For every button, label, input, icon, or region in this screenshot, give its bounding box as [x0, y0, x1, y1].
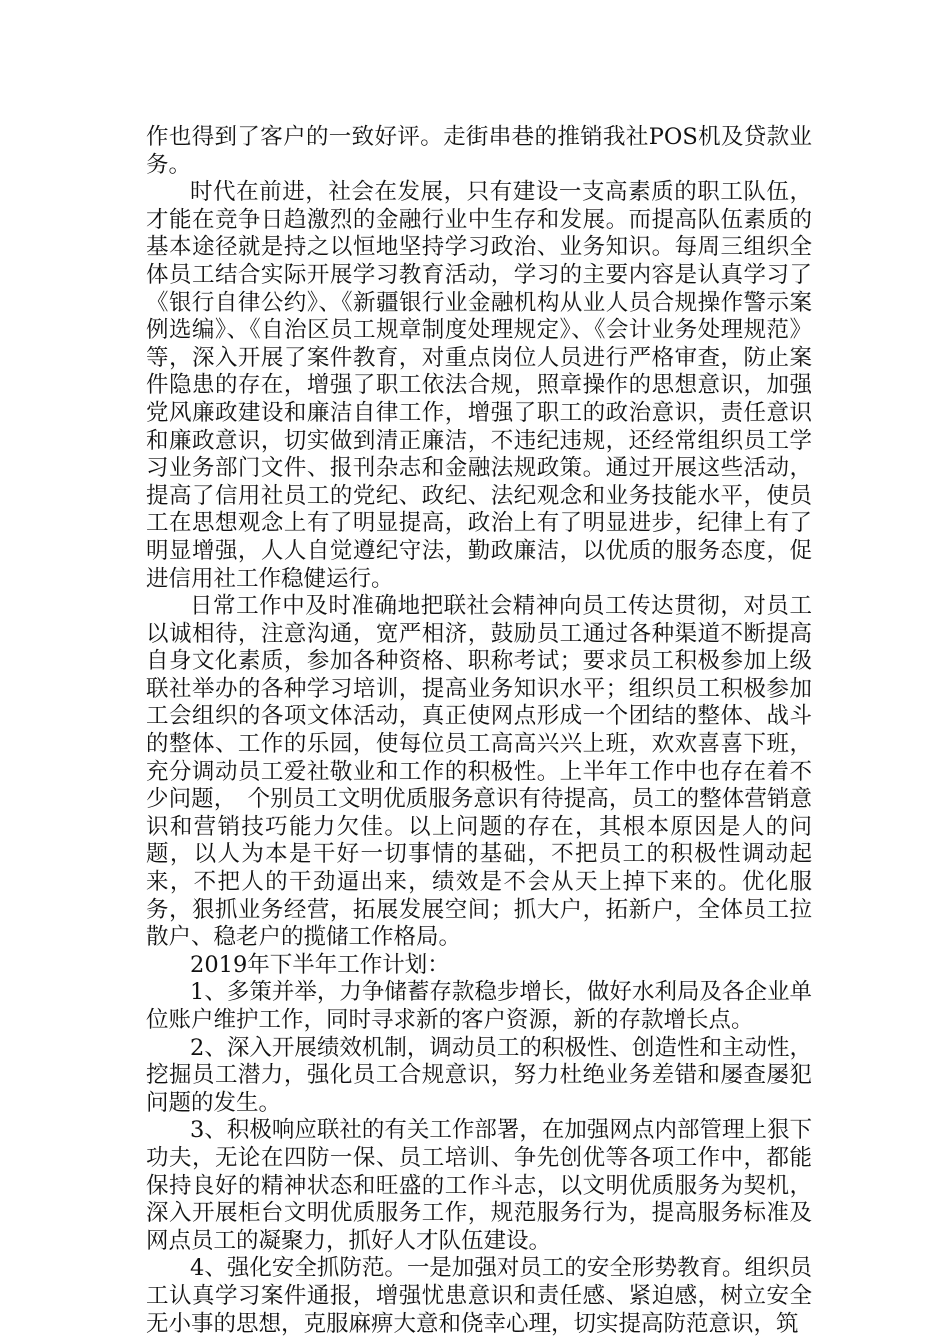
plan-item-2: 2、深入开展绩效机制，调动员工的积极性、创造性和主动性，挖掘员工潜力，强化员工合规意识，努力杜绝业务差错和屡查屡犯问题的发生。 [146, 1034, 812, 1116]
paragraph-continuation: 作也得到了客户的一致好评。走街串巷的推销我社POS机及贷款业务。 [146, 124, 812, 178]
plan-item-3: 3、积极响应联社的有关工作部署，在加强网点内部管理上狠下功夫，无论在四防一保、员工培训、争先创优等各项工作中，都能保持良好的精神状态和旺盛的工作斗志，以文明优质服务为契机，深入开展柜台文明优质服务工作，规范服务行为，提高服务标准及网点员工的凝聚力，抓好人才队伍建设。 [146, 1117, 812, 1254]
paragraph-team-building: 时代在前进，社会在发展，只有建设一支高素质的职工队伍，才能在竞争日趋激烈的金融行业中生存和发展。而提高队伍素质的基本途径就是持之以恒地坚持学习政治、业务知识。每周三组织全体员工结合实际开展学习教育活动，学习的主要内容是认真学习了《银行自律公约》、《新疆银行业金融机构从业人员合规操作警示案例选编》、《自治区员工规章制度处理规定》、《会计业务处理规范》等，深入开展了案件教育，对重点岗位人员进行严格审查，防止案件隐患的存在，增强了职工依法合规，照章操作的思想意识，加强党风廉政建设和廉洁自律工作，增强了职工的政治意识，责任意识和廉政意识，切实做到清正廉洁，不违纪违规，还经常组织员工学习业务部门文件、报刊杂志和金融法规政策。通过开展这些活动，提高了信用社员工的党纪、政纪、法纪观念和业务技能水平，使员工在思想观念上有了明显提高，政治上有了明显进步，纪律上有了明显增强，人人自觉遵纪守法，勤政廉洁，以优质的服务态度，促进信用社工作稳健运行。 [146, 179, 812, 592]
plan-item-1: 1、多策并举，力争储蓄存款稳步增长，做好水利局及各企业单位账户维护工作，同时寻求新的客户资源，新的存款增长点。 [146, 979, 812, 1033]
section-heading-plan: 2019年下半年工作计划： [190, 951, 450, 978]
paragraph-daily-work: 日常工作中及时准确地把联社会精神向员工传达贯彻，对员工以诚相待，注意沟通，宽严相济，鼓励员工通过各种渠道不断提高自身文化素质，参加各种资格、职称考试；要求员工积极参加上级联社举办的各种学习培训，提高业务知识水平；组织员工积极参加工会组织的各项文体活动，真正使网点形成一个团结的整体、战斗的整体、工作的乐园，使每位员工高高兴兴上班，欢欢喜喜下班，充分调动员工爱社敬业和工作的积极性。上半年工作中也存在着不少问题， 个别员工文明优质服务意识有待提高，员工的整体营销意识和营销技巧能力欠佳。以上问题的存在，其根本原因是人的问题，以人为本是干好一切事情的基础，不把员工的积极性调动起来，不把人的干劲逼出来，绩效是不会从天上掉下来的。优化服务，狠抓业务经营，拓展发展空间；抓大户，拓新户，全体员工拉散户、稳老户的揽储工作格局。 [146, 593, 812, 951]
document-page [146, 124, 812, 1338]
plan-item-4: 4、强化安全抓防范。一是加强对员工的安全形势教育。组织员工认真学习案件通报，增强忧患意识和责任感、紧迫感，树立安全无小事的思想，克服麻痹大意和侥幸心理，切实提高防范意识，筑 [146, 1255, 812, 1337]
